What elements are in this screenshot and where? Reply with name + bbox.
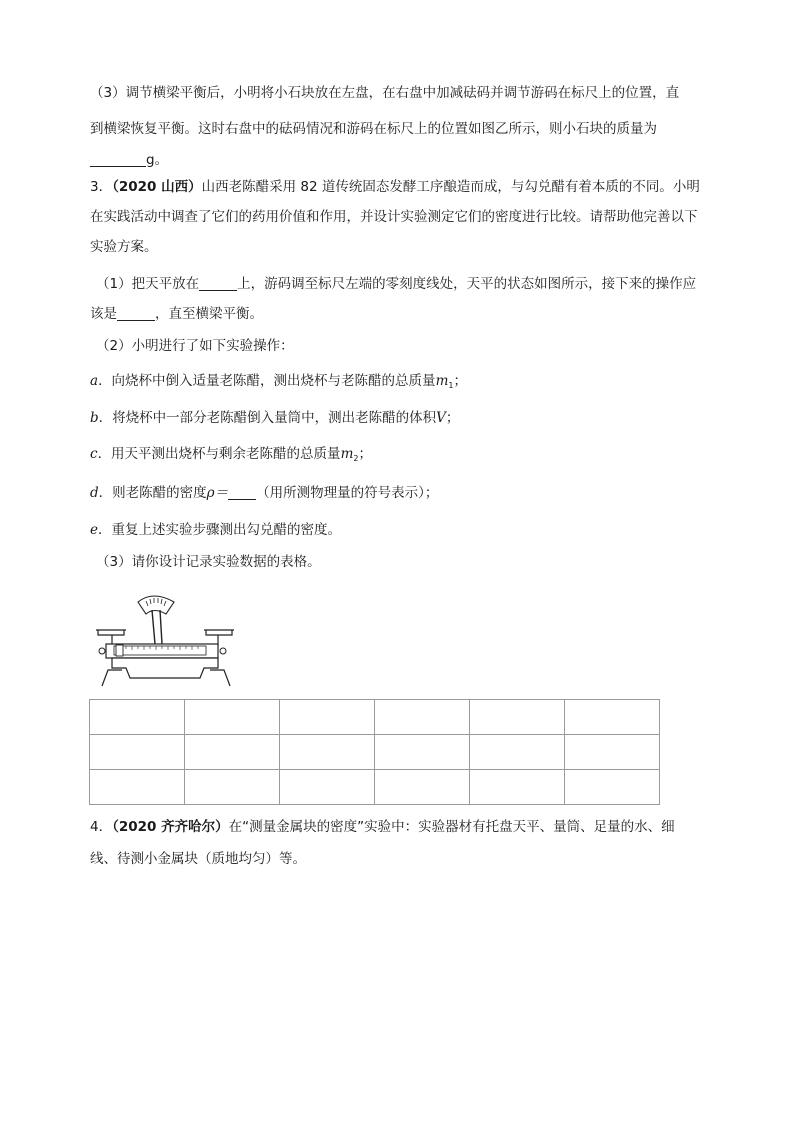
mass-unit: g。 (146, 152, 169, 168)
q3-stem-text: 山西老陈醋采用 82 道传统固态发酵工序酿造而成，与勾兑醋有着本质的不同。小明在实践活动中调查了它们的药用价值和作用，并设计实验测定它们的密度进行比较。请帮助他完善以下实验方案。 (90, 179, 700, 255)
answer-blank-mass[interactable] (90, 152, 146, 167)
q3-step-e: e．重复上述实验步骤测出勾兑醋的密度。 (90, 522, 341, 538)
q4-number: 4． (90, 819, 113, 835)
q4-source: （2020 齐齐哈尔） (112, 819, 229, 835)
q3-stem (90, 172, 705, 262)
table-cell[interactable] (375, 700, 470, 735)
table-cell[interactable] (280, 700, 375, 735)
table-cell[interactable] (565, 700, 660, 735)
answer-blank-surface[interactable] (199, 276, 237, 291)
q3-part3: （3）请你设计记录实验数据的表格。 (96, 554, 321, 570)
q3-part1-line1: （1）把天平放在 上，游码调至标尺左端的零刻度线处，天平的状态如图所示，接下来的操作应 (96, 276, 697, 292)
q3-step-b: b．将烧杯中一部分老陈醋倒入量筒中，测出老陈醋的体积V； (90, 410, 460, 426)
table-cell[interactable] (470, 700, 565, 735)
table-cell[interactable] (185, 700, 280, 735)
answer-blank-density[interactable] (228, 485, 256, 500)
answer-blank-operation[interactable] (117, 306, 155, 321)
table-cell[interactable] (90, 735, 185, 770)
q3-step-c: c．用天平测出烧杯与剩余老陈醋的总质量$m_2$； (90, 446, 372, 463)
q2-part3-line2: 到横梁恢复平衡。这时右盘中的砝码情况和游码在标尺上的位置如图乙所示，则小石块的质量为 (90, 121, 657, 137)
balance-scale-icon (94, 588, 238, 688)
table-cell[interactable] (470, 735, 565, 770)
data-record-table (89, 699, 660, 805)
table-cell[interactable] (565, 770, 660, 805)
q3-part1-line2: 该是 ，直至横梁平衡。 (90, 306, 263, 322)
q4-line2: 线、待测小金属块（质地均匀）等。 (90, 851, 306, 867)
table-cell[interactable] (185, 770, 280, 805)
table-row (90, 735, 660, 770)
table-cell[interactable] (185, 735, 280, 770)
q4-line1: 4．（2020 齐齐哈尔）在“测量金属块的密度”实验中：实验器材有托盘天平、量筒、足量的水、细 (90, 819, 675, 835)
table-cell[interactable] (90, 700, 185, 735)
q3-source: （2020 山西） (112, 179, 202, 195)
table-cell[interactable] (470, 770, 565, 805)
q3-number: 3． (90, 179, 113, 195)
table-cell[interactable] (90, 770, 185, 805)
table-cell[interactable] (565, 735, 660, 770)
q3-step-a: a．向烧杯中倒入适量老陈醋，测出烧杯与老陈醋的总质量$m_1$； (90, 373, 467, 390)
q2-part3-line3 (90, 148, 168, 168)
table-row (90, 700, 660, 735)
table-cell[interactable] (375, 735, 470, 770)
q2-part3-line1: （3）调节横梁平衡后，小明将小石块放在左盘，在右盘中加减砝码并调节游码在标尺上的位置，直 (90, 85, 680, 101)
q3-step-d: d．则老陈醋的密度ρ＝ （用所测物理量的符号表示）； (90, 485, 439, 501)
table-cell[interactable] (280, 735, 375, 770)
table-row (90, 770, 660, 805)
table-cell[interactable] (280, 770, 375, 805)
table-cell[interactable] (375, 770, 470, 805)
q3-part2: （2）小明进行了如下实验操作： (96, 338, 294, 354)
